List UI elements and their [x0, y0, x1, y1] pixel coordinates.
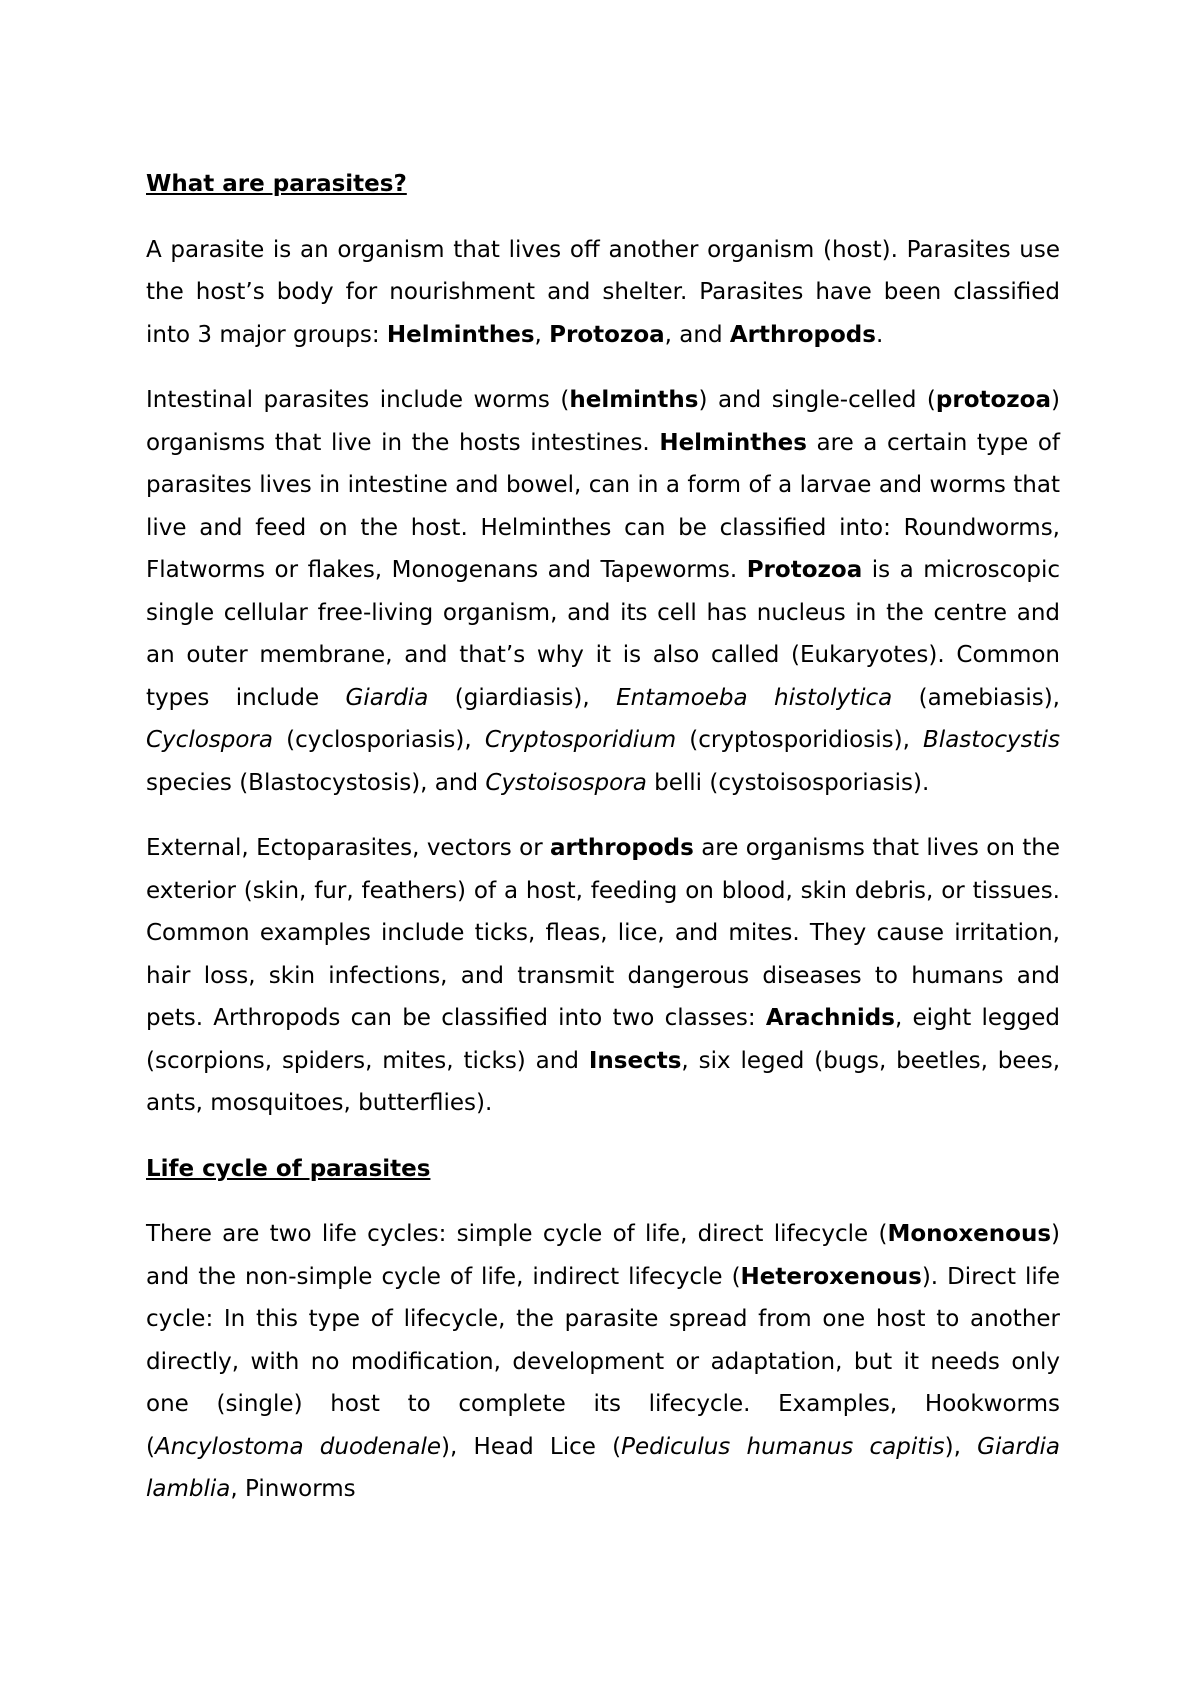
heading-life-cycle: Life cycle of parasites	[146, 1155, 431, 1182]
paragraph-intestinal-parasites: Intestinal parasites include worms (helminths) and single-celled (protozoa) organisms that live in the hosts intestines. Helminthes are a certain type of parasites lives in intestine and bowel, can in a form of a larvae and worms that live and feed on the host. Helminthes can be classified into: Roundworms, Flatworms or flakes, Monogenans and Tapeworms. Protozoa is a microscopic single cellular free-living organism, and its cell has nucleus in the centre and an outer membrane, and that’s why it is also called (Eukaryotes). Common types include Giardia (giardiasis), Entamoeba histolytica (amebiasis), Cyclospora (cyclosporiasis), Cryptosporidium (cryptosporidiosis), Blastocystis species (Blastocystosis), and Cystoisospora belli (cystoisosporiasis).	[146, 387, 1061, 796]
document-body	[146, 163, 1060, 1511]
paragraph-life-cycles: There are two life cycles: simple cycle of life, direct lifecycle (Monoxenous) and the non-simple cycle of life, indirect lifecycle (Heteroxenous). Direct life cycle: In this type of lifecycle, the parasite spread from one host to another directly, with no modification, development or adaptation, but it needs only one (single) host to complete its lifecycle. Examples, Hookworms (Ancylostoma duodenale), Head Lice (Pediculus humanus capitis), Giardia lamblia, Pinworms	[146, 1221, 1061, 1502]
paragraph-ectoparasites: External, Ectoparasites, vectors or arthropods are organisms that lives on the exterior (skin, fur, feathers) of a host, feeding on blood, skin debris, or tissues. Common examples include ticks, fleas, lice, and mites. They cause irritation, hair loss, skin infections, and transmit dangerous diseases to humans and pets. Arthropods can be classified into two classes: Arachnids, eight legged (scorpions, spiders, mites, ticks) and Insects, six leged (bugs, beetles, bees, ants, mosquitoes, butterflies).	[146, 835, 1061, 1116]
paragraph-parasite-definition: A parasite is an organism that lives off another organism (host). Parasites use the host’s body for nourishment and shelter. Parasites have been classified into 3 major groups: Helminthes, Protozoa, and Arthropods.	[146, 236, 1060, 348]
heading-what-are-parasites: What are parasites?	[146, 171, 407, 197]
